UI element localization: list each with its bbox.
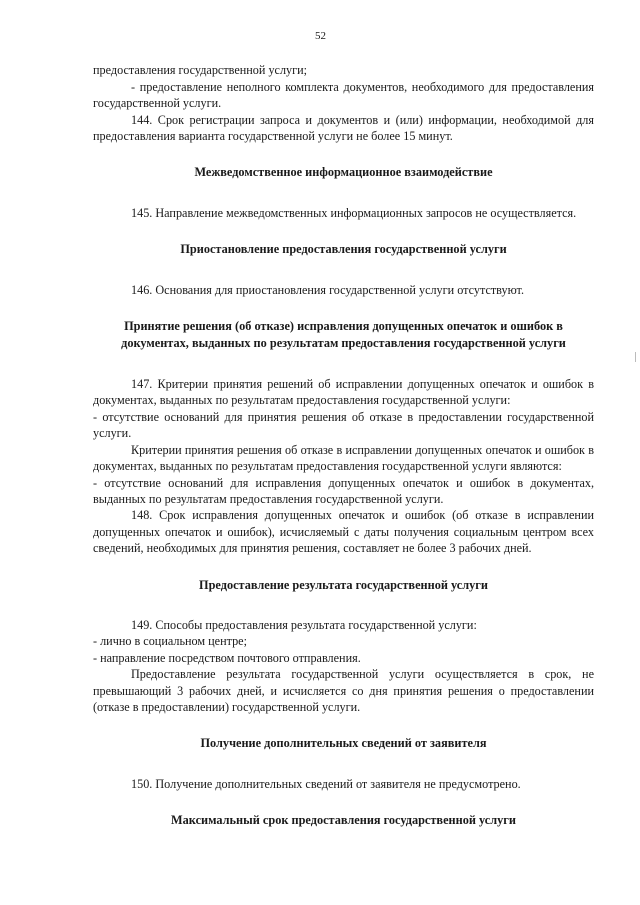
paragraph-146: 146. Основания для приостановления государственной услуги отсутствуют. [131, 282, 525, 297]
list-item: - отсутствие оснований для исправления допущенных опечаток и ошибок в документах, выданных по результатам предоставления государственной услуги. [93, 475, 594, 506]
section-heading-suspension: Приостановление предоставления государственной услуги [180, 242, 507, 257]
paragraph-147: 147. Критерии принятия решений об исправлении допущенных опечаток и ошибок в документах, выданных по результатам предоставления государственной услуги: [93, 377, 594, 408]
paragraph-145: 145. Направление межведомственных информационных запросов не осуществляется. [131, 205, 577, 220]
paragraph-149: 149. Способы предоставления результата государственной услуги: [131, 617, 477, 632]
section-heading-additional-info: Получение дополнительных сведений от заявителя [200, 736, 487, 751]
section-heading-result: Предоставление результата государственной услуги [199, 577, 488, 592]
section-heading-max-term: Максимальный срок предоставления государственной услуги [171, 813, 516, 828]
paragraph: Предоставление результата государственной услуги осуществляется в срок, не превышающий 3 рабочих дней, и исчисляется со дня принятия решения о предоставлении (отказе в предоставлении) государственной услуги. [93, 667, 594, 714]
paragraph: предоставления государственной услуги; [93, 63, 308, 78]
section-heading-corrections: Принятие решения (об отказе) исправления допущенных опечаток и ошибок в документах, выданных по результатам предоставления государственной услуги [121, 319, 566, 351]
page-number: 52 [315, 30, 326, 42]
list-item: - предоставление неполного комплекта документов, необходимого для предоставления государственной услуги. [93, 79, 594, 111]
list-item: - лично в социальном центре; [93, 634, 247, 649]
paragraph-148: 148. Срок исправления допущенных опечаток и ошибок (об отказе в исправлении допущенных опечаток и ошибок), исчисляемый с даты получения социальным центром всех сведений, необходимых для принятия решения, составляет не более 3 рабочих дней. [93, 508, 594, 556]
paragraph-144: 144. Срок регистрации запроса и документов и (или) информации, необходимой для предоставления варианта государственной услуги не более 15 минут. [93, 112, 594, 144]
paragraph: Критерии принятия решения об отказе в исправлении допущенных опечаток и ошибок в документах, выданных по результатам предоставления государственной услуги являются: [93, 442, 594, 474]
section-heading-interagency: Межведомственное информационное взаимодействие [194, 165, 493, 180]
list-item: - направление посредством почтового отправления. [93, 650, 361, 665]
paragraph-150: 150. Получение дополнительных сведений от заявителя не предусмотрено. [131, 776, 521, 791]
scan-edge-mark [635, 352, 636, 362]
list-item: - отсутствие оснований для принятия решения об отказе в предоставлении государственной услуги. [93, 409, 594, 441]
